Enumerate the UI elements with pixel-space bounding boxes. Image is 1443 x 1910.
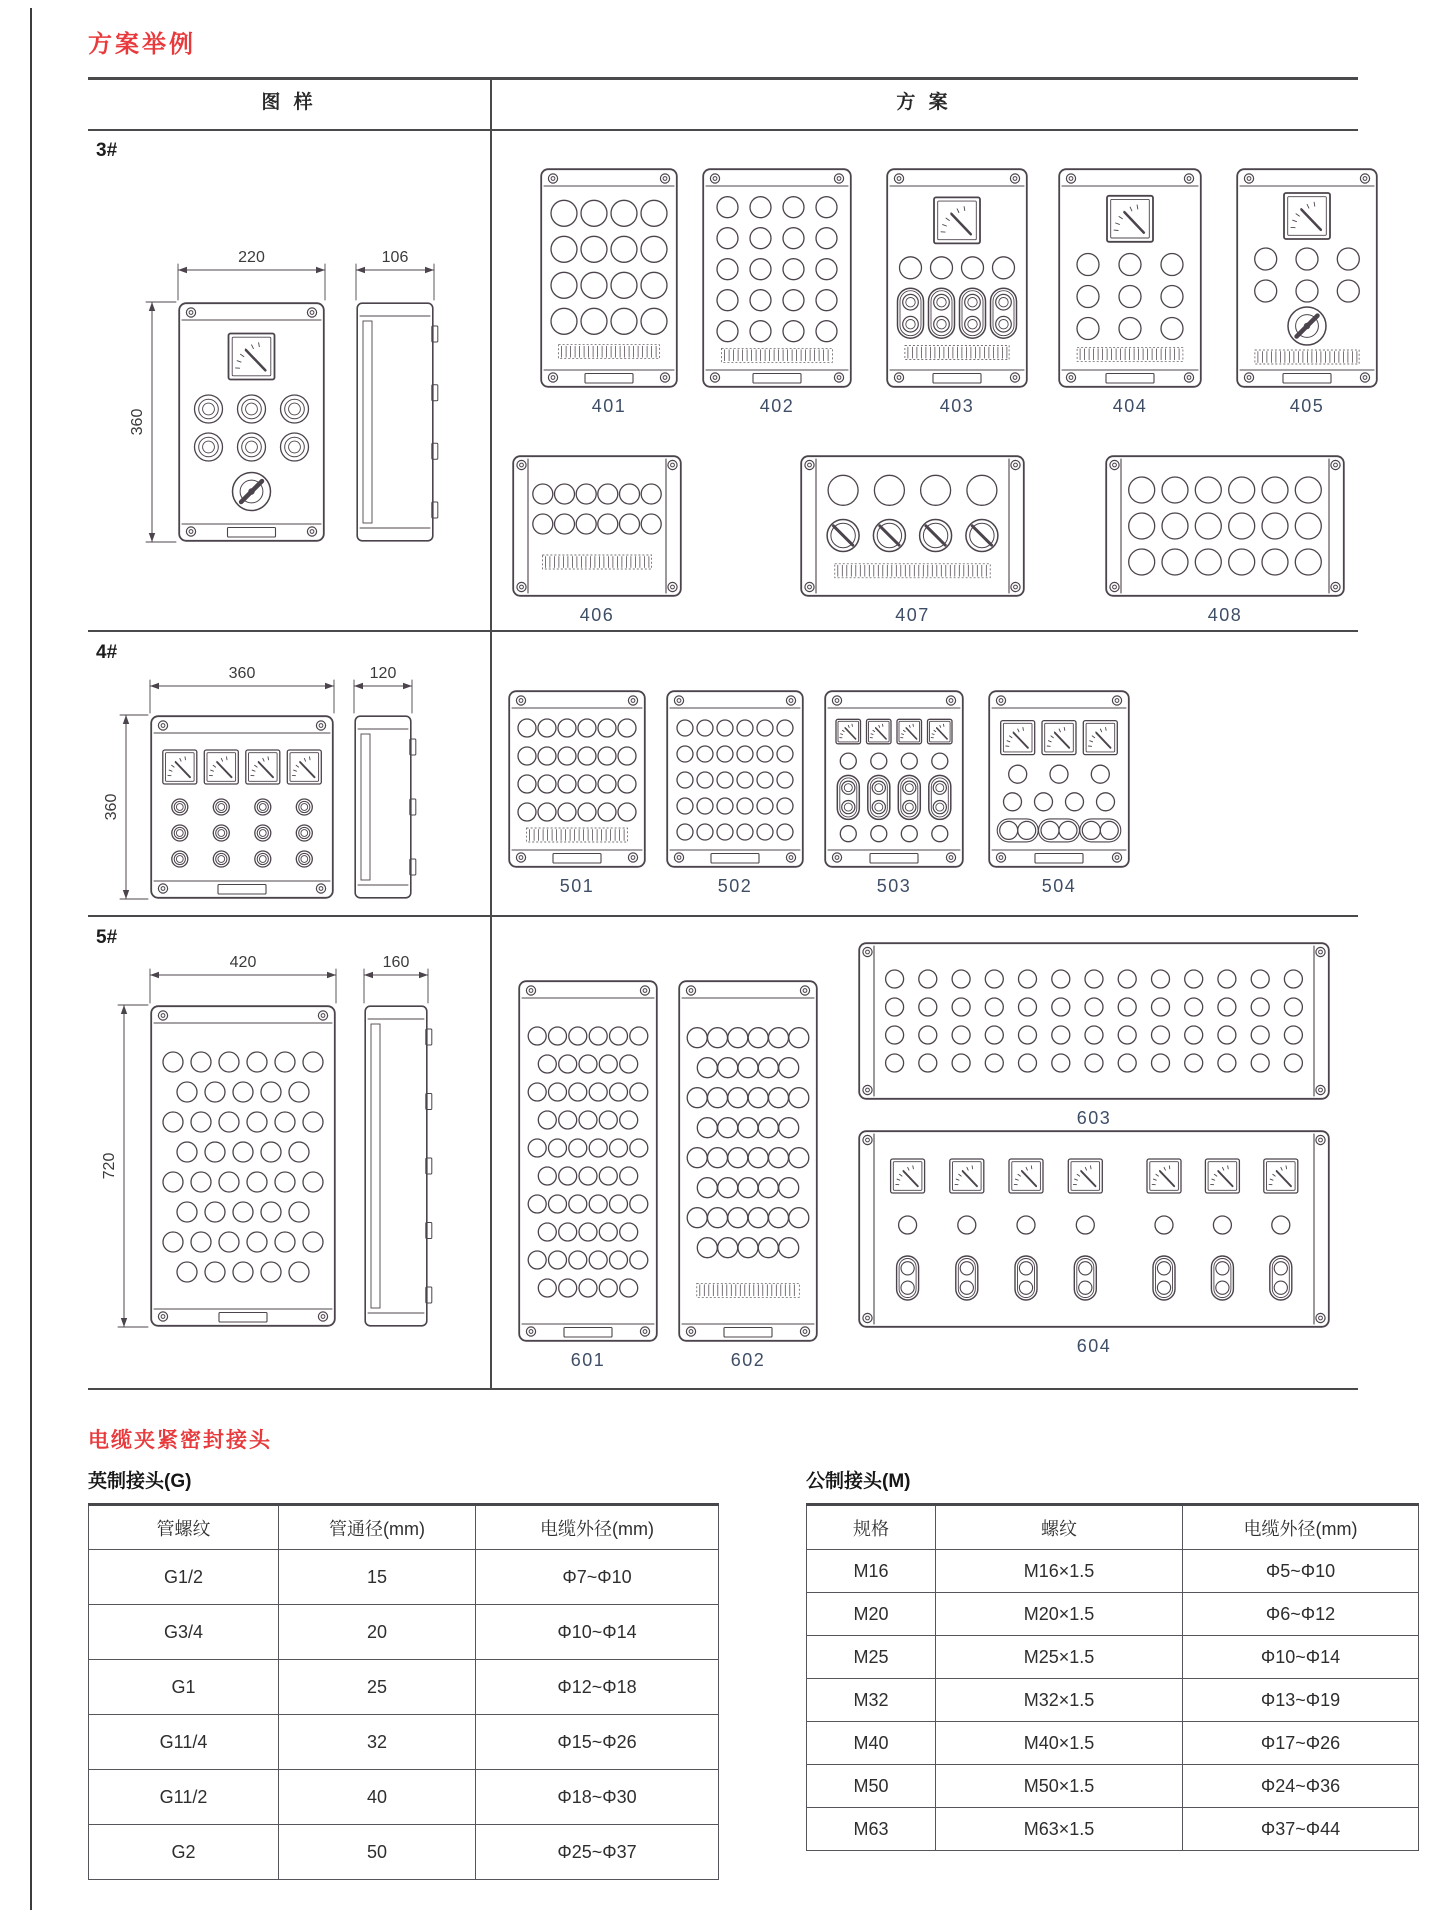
table-cell: M40×1.5: [936, 1722, 1183, 1765]
table-row: [89, 1825, 719, 1880]
table-cell: Φ12~Φ18: [476, 1660, 719, 1715]
scheme-panel-502: [666, 690, 804, 897]
svg-text:120: 120: [369, 665, 397, 682]
table-cell: M20: [807, 1593, 936, 1636]
table-cell: Φ5~Φ10: [1183, 1550, 1419, 1593]
scheme-panel-501: [508, 690, 646, 897]
table-cell: G11/2: [89, 1770, 279, 1825]
column-header-drawing: 图 样: [261, 92, 317, 113]
panel-drawing: [824, 690, 964, 868]
page-title: 方案举例: [88, 31, 196, 58]
table-row: [807, 1765, 1419, 1808]
scheme-panel-label: 405: [1289, 396, 1325, 416]
table-row: [89, 1660, 719, 1715]
table-row: [807, 1636, 1419, 1679]
scheme-panel-label: 602: [730, 1350, 766, 1370]
scheme-panel-label: 504: [1041, 876, 1077, 896]
scheme-panel-label: 503: [876, 876, 912, 896]
table-cell: 40: [279, 1770, 476, 1825]
table-cell: M32×1.5: [936, 1679, 1183, 1722]
table-cell: Φ18~Φ30: [476, 1770, 719, 1825]
scheme-panel-label: 407: [895, 605, 930, 625]
table-cell: Φ24~Φ36: [1183, 1765, 1419, 1808]
svg-text:106: 106: [381, 249, 409, 266]
cable-section-title: 电缆夹紧密封接头: [88, 1429, 272, 1452]
size-label-4: 4#: [96, 642, 118, 663]
scheme-panel-label: 402: [759, 396, 795, 416]
table-cell: G1: [89, 1660, 279, 1715]
column-header: 螺纹: [936, 1505, 1183, 1550]
panel-drawing: [512, 455, 682, 597]
scheme-panel-label: 408: [1207, 605, 1243, 625]
table-header-row: [89, 1505, 719, 1550]
scheme-panel-label: 406: [579, 605, 615, 625]
table-cell: G2: [89, 1825, 279, 1880]
svg-text:420: 420: [229, 954, 257, 971]
table-cell: Φ13~Φ19: [1183, 1679, 1419, 1722]
panel-drawing: [540, 168, 678, 388]
table-row: [89, 1550, 719, 1605]
table-cell: Φ17~Φ26: [1183, 1722, 1419, 1765]
column-header: 规格: [807, 1505, 936, 1550]
table-row: [807, 1808, 1419, 1851]
table-row: [807, 1593, 1419, 1636]
imperial-table-title: 英制接头(G): [88, 1471, 192, 1492]
table-cell: Φ6~Φ12: [1183, 1593, 1419, 1636]
table-cell: Φ10~Φ14: [1183, 1636, 1419, 1679]
table-cell: M16: [807, 1550, 936, 1593]
table-row: [89, 1715, 719, 1770]
scheme-panel-405: [1236, 168, 1378, 417]
scheme-panel-604: [858, 1130, 1330, 1357]
panel-drawing: [886, 168, 1028, 388]
table-cell: M32: [807, 1679, 936, 1722]
panel-drawing: [702, 168, 852, 388]
svg-text:360: 360: [129, 408, 146, 436]
table-cell: 25: [279, 1660, 476, 1715]
scheme-panel-503: [824, 690, 964, 897]
column-header: 管螺纹: [89, 1505, 279, 1550]
scheme-panel-label: 604: [1076, 1336, 1112, 1356]
column-header: 电缆外径(mm): [476, 1505, 719, 1550]
panel-drawing: [1058, 168, 1202, 388]
scheme-panel-label: 603: [1076, 1108, 1112, 1128]
size-label-3: 3#: [96, 140, 118, 161]
table-row: [89, 1605, 719, 1660]
column-header: 管通径(mm): [279, 1505, 476, 1550]
scheme-panel-label: 501: [559, 876, 595, 896]
sample-drawing-4: [88, 630, 490, 915]
table-row: [89, 1770, 719, 1825]
table-cell: M50×1.5: [936, 1765, 1183, 1808]
table-cell: M40: [807, 1722, 936, 1765]
svg-text:360: 360: [103, 793, 120, 821]
table-cell: M16×1.5: [936, 1550, 1183, 1593]
column-header-scheme: 方 案: [896, 92, 952, 113]
scheme-panel-407: [800, 455, 1025, 626]
table-cell: M63: [807, 1808, 936, 1851]
scheme-panel-403: [886, 168, 1028, 417]
table-cell: 50: [279, 1825, 476, 1880]
panel-drawing: [508, 690, 646, 868]
column-header: 电缆外径(mm): [1183, 1505, 1419, 1550]
size-label-5: 5#: [96, 927, 118, 948]
table-row: [807, 1722, 1419, 1765]
table-cell: Φ25~Φ37: [476, 1825, 719, 1880]
svg-text:720: 720: [101, 1152, 118, 1180]
scheme-panel-601: [518, 980, 658, 1371]
table-cell: 20: [279, 1605, 476, 1660]
scheme-panel-402: [702, 168, 852, 417]
svg-text:360: 360: [228, 665, 256, 682]
table-cell: 15: [279, 1550, 476, 1605]
metric-joints-table: [806, 1503, 1419, 1851]
scheme-panel-label: 601: [570, 1350, 606, 1370]
sample-drawing-3: [88, 129, 490, 630]
table-cell: G1/2: [89, 1550, 279, 1605]
panel-drawing: [988, 690, 1130, 868]
panel-drawing: [1105, 455, 1345, 597]
scheme-panel-603: [858, 942, 1330, 1129]
scheme-panel-label: 401: [591, 396, 627, 416]
panel-drawing: [678, 980, 818, 1342]
table-cell: Φ15~Φ26: [476, 1715, 719, 1770]
metric-table-title: 公制接头(M): [806, 1471, 911, 1492]
table-cell: M25: [807, 1636, 936, 1679]
scheme-panel-401: [540, 168, 678, 417]
table-cell: M25×1.5: [936, 1636, 1183, 1679]
scheme-panel-label: 403: [939, 396, 975, 416]
scheme-panel-602: [678, 980, 818, 1371]
scheme-panel-504: [988, 690, 1130, 897]
panel-drawing: [518, 980, 658, 1342]
table-cell: 32: [279, 1715, 476, 1770]
panel-drawing: [858, 942, 1330, 1100]
table-cell: Φ7~Φ10: [476, 1550, 719, 1605]
svg-text:220: 220: [238, 249, 265, 266]
scheme-panel-404: [1058, 168, 1202, 417]
scheme-panel-label: 502: [717, 876, 753, 896]
table-row: [807, 1550, 1419, 1593]
scheme-panel-label: 404: [1112, 396, 1148, 416]
svg-text:160: 160: [382, 954, 410, 971]
scheme-panel-406: [512, 455, 682, 626]
table-cell: Φ10~Φ14: [476, 1605, 719, 1660]
scheme-panel-408: [1105, 455, 1345, 626]
table-cell: G11/4: [89, 1715, 279, 1770]
panel-drawing: [800, 455, 1025, 597]
table-cell: G3/4: [89, 1605, 279, 1660]
imperial-joints-table: [88, 1503, 719, 1880]
table-cell: M20×1.5: [936, 1593, 1183, 1636]
page-left-border: [30, 8, 32, 1910]
table-cell: M63×1.5: [936, 1808, 1183, 1851]
table-column-divider: [490, 77, 492, 1388]
sample-drawing-5: [88, 915, 490, 1390]
table-cell: Φ37~Φ44: [1183, 1808, 1419, 1851]
table-cell: M50: [807, 1765, 936, 1808]
panel-drawing: [1236, 168, 1378, 388]
panel-drawing: [666, 690, 804, 868]
table-row: [807, 1679, 1419, 1722]
panel-drawing: [858, 1130, 1330, 1328]
table-header-row: [807, 1505, 1419, 1550]
